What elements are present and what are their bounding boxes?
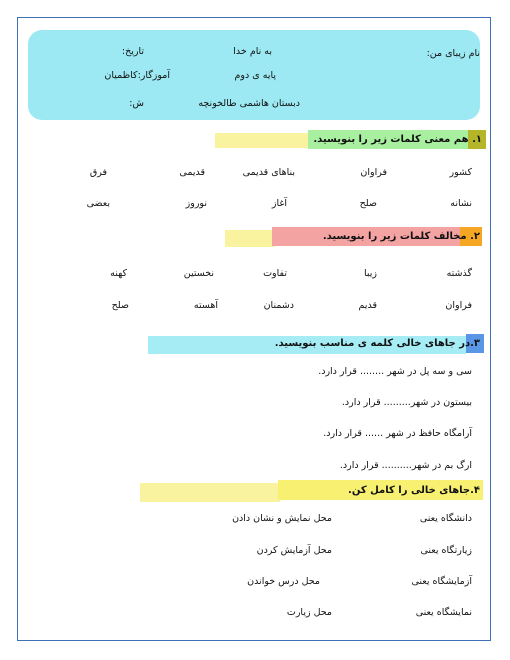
s4-term: زیارتگاه یعنی bbox=[420, 545, 472, 556]
s2-word: آهسته bbox=[193, 300, 218, 311]
s3-line: ارگ بم در شهر.......... قرار دارد. bbox=[339, 460, 472, 471]
sec3-title: ۳.در جاهای خالی کلمه ی مناسب بنویسید. bbox=[274, 338, 480, 349]
sec2-title: ۲. مخالف کلمات زیر را بنویسید. bbox=[322, 231, 480, 242]
sec1-title: ۱. هم معنی کلمات زیر را بنویسید. bbox=[313, 134, 482, 145]
basmala: به نام خدا bbox=[233, 46, 272, 57]
s1-word: فراوان bbox=[360, 167, 387, 178]
s1-word: بناهای قدیمی bbox=[242, 167, 295, 178]
teacher-label: آموزگار:کاظمیان bbox=[104, 70, 170, 81]
s4-term: آزمایشگاه یعنی bbox=[411, 576, 472, 587]
date-label: تاریخ: bbox=[121, 46, 144, 57]
sec1-highlight-yellow bbox=[215, 133, 310, 148]
school-name: دبستان هاشمی طالخونچه bbox=[198, 98, 300, 109]
name-label: نام زیبای من: bbox=[426, 48, 480, 59]
s2-word: قدیم bbox=[358, 300, 377, 311]
s1-word: نوروز bbox=[185, 198, 207, 209]
grade-label: پایه ی دوم bbox=[234, 70, 276, 81]
s1-word: صلح bbox=[359, 198, 377, 209]
s3-line: بیستون در شهر......... قرار دارد. bbox=[341, 397, 472, 408]
s2-word: زیبا bbox=[364, 268, 377, 279]
s4-definition: محل درس خواندن bbox=[247, 576, 320, 587]
score-label: ش: bbox=[129, 98, 144, 109]
s2-word: نخستین bbox=[183, 268, 214, 279]
s3-line: سی و سه پل در شهر ........ قرار دارد. bbox=[318, 366, 472, 377]
sec4-title: ۴.جاهای خالی را کامل کن. bbox=[348, 485, 480, 496]
s4-term: نمایشگاه یعنی bbox=[415, 607, 472, 618]
s4-definition: محل زیارت bbox=[286, 607, 332, 618]
s2-word: فراوان bbox=[445, 300, 472, 311]
s4-definition: محل آزمایش کردن bbox=[256, 545, 332, 556]
s2-word: دشمنان bbox=[263, 300, 294, 311]
s2-word: گذشته bbox=[446, 268, 472, 279]
s1-word: نشانه bbox=[450, 198, 472, 209]
sec4-highlight-yellow-light bbox=[140, 483, 280, 502]
s4-term: دانشگاه یعنی bbox=[419, 513, 472, 524]
s2-word: کهنه bbox=[110, 268, 127, 279]
s1-word: کشور bbox=[449, 167, 472, 178]
s3-line: آرامگاه حافظ در شهر ...... قرار دارد. bbox=[323, 428, 472, 439]
s2-word: تفاوت bbox=[263, 268, 287, 279]
s4-definition: محل نمایش و نشان دادن bbox=[232, 513, 332, 524]
s1-word: بعضی bbox=[86, 198, 110, 209]
sec2-highlight-yellow bbox=[225, 230, 275, 247]
s1-word: فرق bbox=[89, 167, 107, 178]
s1-word: آغاز bbox=[271, 198, 287, 209]
s1-word: قدیمی bbox=[179, 167, 205, 178]
s2-word: صلح bbox=[111, 300, 129, 311]
